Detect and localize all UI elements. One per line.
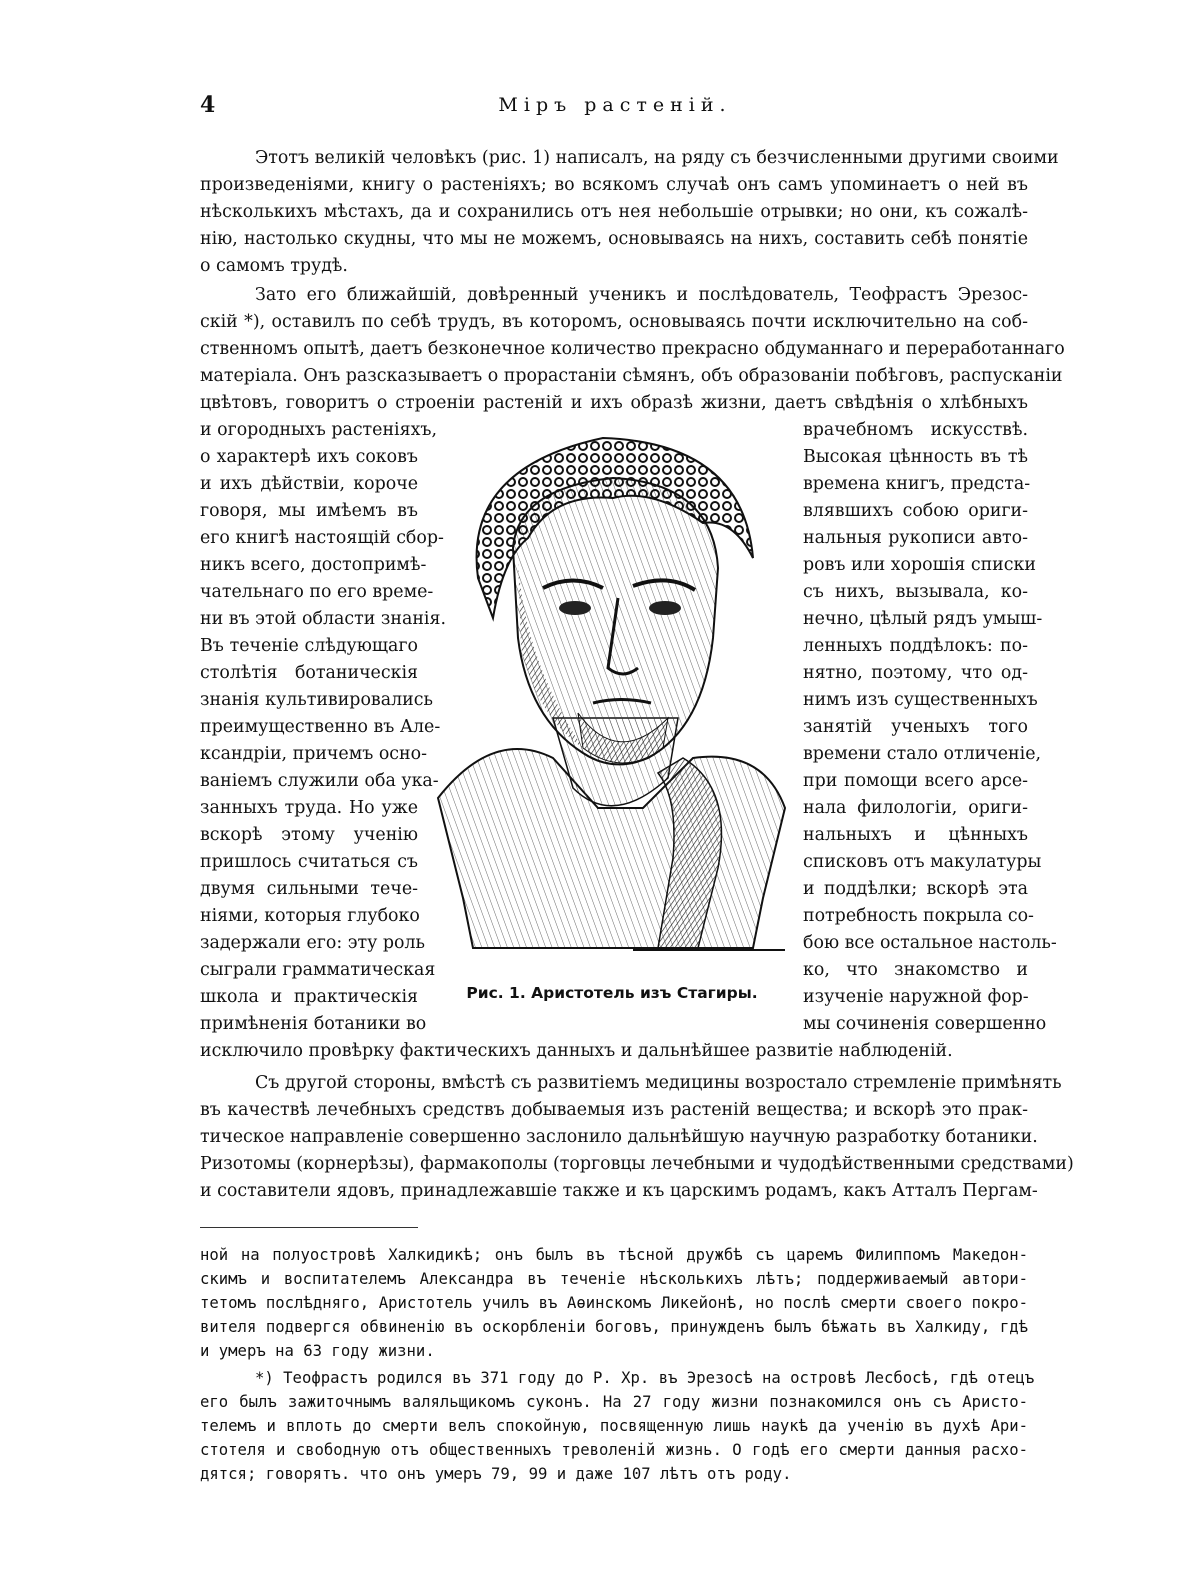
left-column-line: двумя сильными тече-	[200, 879, 418, 899]
footnote-line: стотеля и свободную отъ общественныхъ треволеній жизнь. О годѣ его смерти данныя расхо-	[200, 1441, 1028, 1459]
left-column-line: Въ теченіе слѣдующаго	[200, 636, 418, 656]
body-line: Ризотомы (корнерѣзы), фармакополы (торговцы лечебными и чудодѣйственными средствами)	[200, 1154, 1074, 1174]
body-line: Съ другой стороны, вмѣстѣ съ развитіемъ медицины возростало стремленіе примѣнять	[255, 1073, 1062, 1093]
right-column-line: потребность покрыла со-	[803, 906, 1034, 926]
left-column-line: ксандріи, причемъ осно-	[200, 744, 427, 764]
left-column-line: задержали его: эту роль	[200, 933, 426, 953]
right-column-line: Высокая цѣнность въ тѣ	[803, 447, 1028, 467]
right-column-line: нечно, цѣлый рядъ умыш-	[803, 609, 1043, 629]
right-column-line: мы сочиненія совершенно	[803, 1014, 1047, 1034]
right-column-line: съ нихъ, вызывала, ко-	[803, 582, 1028, 602]
right-column-line: нальныя рукописи авто-	[803, 528, 1028, 548]
left-column-line: столѣтія ботаническія	[200, 663, 418, 683]
footnote-line: вителя подвергся обвиненію въ оскорбленіи боговъ, принужденъ былъ бѣжать въ Халкиду, гдѣ	[200, 1318, 1028, 1336]
page-number: 4	[200, 92, 216, 118]
left-column-line: преимущественно въ Але-	[200, 717, 441, 737]
right-column-line: изученіе наружной фор-	[803, 987, 1029, 1007]
left-column-line: сыграли грамматическая	[200, 960, 436, 980]
right-column-line: бою все остальное настоль-	[803, 933, 1057, 953]
footnote-line: и умеръ на 63 году жизни.	[200, 1342, 435, 1360]
figure-caption: Рис. 1. Аристотель изъ Стагиры.	[466, 984, 758, 1002]
left-column-line: вскорѣ этому ученію	[200, 825, 418, 845]
footnote-line: телемъ и вплоть до смерти велъ спокойную, посвященную лишь наукѣ да ученію въ духѣ Ари-	[200, 1417, 1028, 1435]
body-line: скій *), оставилъ по себѣ трудъ, въ которомъ, основываясь почти исключительно на соб-	[200, 312, 1028, 332]
left-column-line: чательнаго по его време-	[200, 582, 434, 602]
right-column-line: времени стало отличеніе,	[803, 744, 1042, 764]
body-line: матеріала. Онъ разсказываетъ о прорастаніи сѣмянъ, объ образованіи побѣговъ, распусканіи	[200, 366, 1063, 386]
right-column-line: и поддѣлки; вскорѣ эта	[803, 879, 1028, 899]
left-column-line: о характерѣ ихъ соковъ	[200, 447, 418, 467]
left-column-line: ни въ этой области знанія.	[200, 609, 446, 629]
body-line: Зато его ближайшій, довѣренный ученикъ и послѣдователь, Теофрастъ Эрезос-	[255, 285, 1028, 305]
left-column-line: и ихъ дѣйствіи, короче	[200, 474, 418, 494]
right-column-line: ленныхъ поддѣлокъ: по-	[803, 636, 1028, 656]
left-column-line: знанія культивировались	[200, 690, 433, 710]
body-line: нію, настолько скудны, что мы не можемъ, основываясь на нихъ, составить себѣ понятіе	[200, 229, 1028, 249]
page-header	[200, 92, 1030, 122]
footnote-line: *) Теофрастъ родился въ 371 году до Р. Хр. въ Эрезосѣ на островѣ Лесбосѣ, гдѣ отецъ	[255, 1369, 1035, 1387]
footnote-line: ной на полуостровѣ Халкидикѣ; онъ былъ въ тѣсной дружбѣ съ царемъ Филиппомъ Македон-	[200, 1246, 1028, 1264]
right-column-line: врачебномъ искусствѣ.	[803, 420, 1028, 440]
aristotle-bust-figure	[433, 428, 791, 958]
body-line: въ качествѣ лечебныхъ средствъ добываемыя изъ растеній вещества; и вскорѣ это прак-	[200, 1100, 1028, 1120]
body-line: исключило провѣрку фактическихъ данныхъ и дальнѣйшее развитіе наблюденій.	[200, 1041, 953, 1061]
right-column-line: ко, что знакомство и	[803, 960, 1028, 980]
right-column-line: времена книгъ, предста-	[803, 474, 1031, 494]
left-column-line: и огородныхъ растеніяхъ,	[200, 420, 437, 440]
right-column-line: при помощи всего арсе-	[803, 771, 1028, 791]
body-line: произведеніями, книгу о растеніяхъ; во всякомъ случаѣ онъ самъ упоминаетъ о ней въ	[200, 175, 1028, 195]
footnote-line: тетомъ послѣдняго, Аристотель училъ въ Аѳинскомъ Ликейонѣ, но послѣ смерти своего покро-	[200, 1294, 1028, 1312]
left-column-line: ніями, которыя глубоко	[200, 906, 420, 926]
right-column-line: нальныхъ и цѣнныхъ	[803, 825, 1028, 845]
left-column-line: говоря, мы имѣемъ въ	[200, 501, 418, 521]
body-line: цвѣтовъ, говоритъ о строеніи растеній и ихъ образѣ жизни, даетъ свѣдѣнія о хлѣбныхъ	[200, 393, 1028, 413]
left-column-line: школа и практическія	[200, 987, 418, 1007]
footnote-rule	[200, 1227, 418, 1228]
left-column-line: примѣненія ботаники во	[200, 1014, 427, 1034]
body-line: тическое направленіе совершенно заслонило дальнѣйшую научную разработку ботаники.	[200, 1127, 1038, 1147]
right-column-line: нятно, поэтому, что од-	[803, 663, 1028, 683]
right-column-line: нимъ изъ существенныхъ	[803, 690, 1038, 710]
right-column-line: списковъ отъ макулатуры	[803, 852, 1042, 872]
left-column-line: пришлось считаться съ	[200, 852, 418, 872]
running-title: Міръ растеній.	[498, 94, 732, 116]
footnote-line: скимъ и воспитателемъ Александра въ теченіе нѣсколькихъ лѣтъ; поддерживаемый автори-	[200, 1270, 1028, 1288]
body-line: и составители ядовъ, принадлежавшіе также и къ царскимъ родамъ, какъ Атталъ Пергам-	[200, 1181, 1038, 1201]
right-column-line: занятій ученыхъ того	[803, 717, 1028, 737]
body-line: о самомъ трудѣ.	[200, 256, 348, 276]
left-column-line: ваніемъ служили оба ука-	[200, 771, 439, 791]
footnote-line: дятся; говорятъ. что онъ умеръ 79, 99 и даже 107 лѣтъ отъ роду.	[200, 1465, 792, 1483]
right-column-line: нала филологіи, ориги-	[803, 798, 1028, 818]
body-line: ственномъ опытѣ, даетъ безконечное количество прекрасно обдуманнаго и переработаннаго	[200, 339, 1065, 359]
left-column-line: никъ всего, достопримѣ-	[200, 555, 427, 575]
body-line: Этотъ великій человѣкъ (рис. 1) написалъ, на ряду съ безчисленными другими своими	[255, 148, 1059, 168]
left-column-line: его книгѣ настоящій сбор-	[200, 528, 444, 548]
footnote-line: его былъ зажиточнымъ валяльщикомъ суконъ. На 27 году жизни познакомился онъ съ Аристо-	[200, 1393, 1028, 1411]
right-column-line: влявшихъ собою ориги-	[803, 501, 1028, 521]
left-column-line: занныхъ труда. Но уже	[200, 798, 418, 818]
body-line: нѣсколькихъ мѣстахъ, да и сохранились отъ нея небольшіе отрывки; но они, къ сожалѣ-	[200, 202, 1028, 222]
right-column-line: ровъ или хорошія списки	[803, 555, 1036, 575]
